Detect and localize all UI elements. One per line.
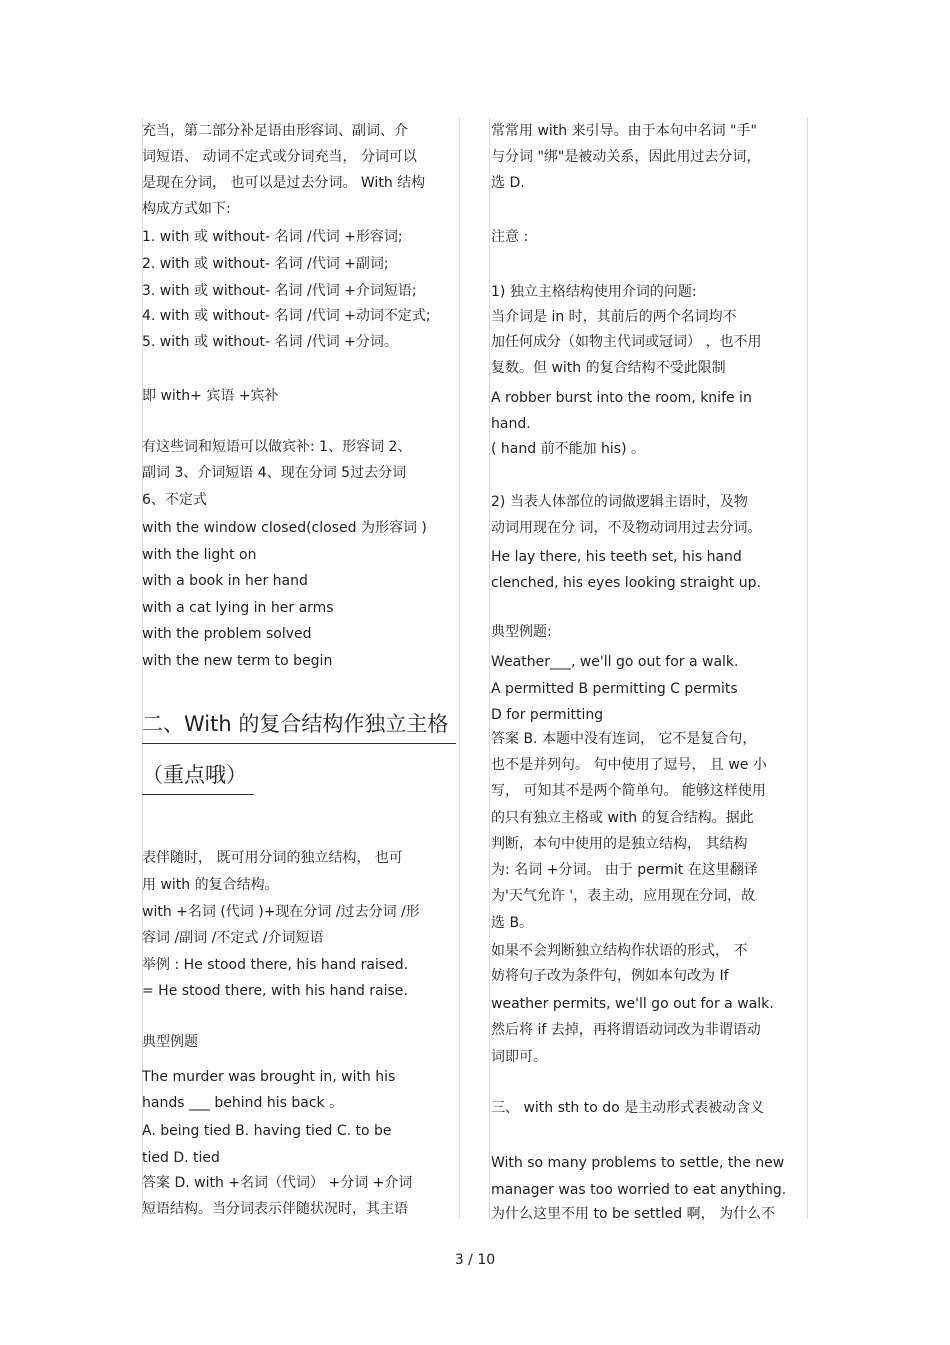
text-line: 2. with 或 without- 名词 /代词 +副词; [142,256,389,272]
text-line: with +名词 (代词 )+现在分词 /过去分词 /形 [142,904,420,920]
text-line: 加任何成分（如物主代词或冠词） ，也不用 [491,334,762,350]
text-line: with the problem solved [142,626,312,642]
text-line: A permitted B permitting C permits [491,681,738,697]
text-line: 4. with 或 without- 名词 /代词 +动词不定式; [142,308,431,324]
text-line: 词即可。 [491,1049,547,1065]
text-line: 选 B。 [491,915,534,931]
text-line: 与分词 "绑"是被动关系，因此用过去分词， [491,149,761,165]
text-line: tied D. tied [142,1150,220,1166]
text-line: 写， 可知其不是两个简单句。 能够这样使用 [491,783,766,799]
text-line: 选 D. [491,175,525,191]
text-line: Weather___, we'll go out for a walk. [491,654,739,670]
text-line: 复数。但 with 的复合结构不受此限制 [491,360,726,376]
text-line: weather permits, we'll go out for a walk. [491,996,774,1012]
text-line: 短语结构。当分词表示伴随状况时，其主语 [142,1201,408,1217]
text-line: 表伴随时， 既可用分词的独立结构， 也可 [142,850,403,866]
text-line: 当介词是 in 时，其前后的两个名词均不 [491,309,737,325]
text-line: 如果不会判断独立结构作状语的形式， 不 [491,943,748,959]
text-line: with the new term to begin [142,653,333,669]
text-line: 为什么这里不用 to be settled 啊， 为什么不 [491,1206,776,1222]
text-line: with the light on [142,547,257,563]
text-line: with the window closed(closed 为形容词 ) [142,520,427,536]
text-line: 即 with+ 宾语 +宾补 [142,388,279,404]
text-line: 答案 B. 本题中没有连词， 它不是复合句， [491,731,757,747]
text-line: 有这些词和短语可以做宾补: 1、形容词 2、 [142,439,412,455]
text-line: 三、 with sth to do 是主动形式表被动含义 [491,1100,765,1116]
text-line: 副词 3、介词短语 4、现在分词 5过去分词 [142,465,407,481]
text-line: hands ___ behind his back 。 [142,1095,344,1111]
text-line: 然后将 if 去掉，再将谓语动词改为非谓语动 [491,1022,761,1038]
text-line: 词短语、 动词不定式或分词充当， 分词可以 [142,149,417,165]
text-line: With so many problems to settle, the new [491,1155,785,1171]
text-line: D for permitting [491,707,604,723]
text-line: ( hand 前不能加 his) 。 [491,441,645,457]
text-line: 为'天气允许 '，表主动，应用现在分词，故 [491,888,756,904]
column-rule [459,118,460,1218]
text-line: 动词用现在分 词，不及物动词用过去分词。 [491,520,762,536]
text-line: 答案 D. with +名词（代词） +分词 +介词 [142,1175,413,1191]
text-line: 注意 : [491,229,529,245]
text-line: hand. [491,416,531,432]
text-line: with a cat lying in her arms [142,600,334,616]
right-column [491,118,805,1222]
text-line: 常常用 with 来引导。由于本句中名词 "手" [491,123,757,139]
text-line: 的只有独立主格或 with 的复合结构。据此 [491,810,754,826]
text-line: 6、不定式 [142,492,207,508]
text-line: with a book in her hand [142,573,308,589]
text-line: 充当，第二部分补足语由形容词、副词、介 [142,123,408,139]
text-line: 典型例题: [491,624,552,640]
text-line: 用 with 的复合结构。 [142,877,279,893]
page-number: 3 / 10 [454,1252,496,1268]
text-line: 妨将句子改为条件句，例如本句改为 If [491,968,729,984]
text-line: 5. with 或 without- 名词 /代词 +分词。 [142,334,398,350]
text-line: clenched, his eyes looking straight up. [491,575,761,591]
left-column [142,118,456,1218]
text-line: He lay there, his teeth set, his hand [491,549,742,565]
text-line: 也不是并列句。 句中使用了逗号， 且 we 小 [491,757,767,773]
text-line: 举例 : He stood there, his hand raised. [142,957,409,973]
text-line: manager was too worried to eat anything. [491,1182,787,1198]
column-rule [489,118,490,1218]
text-line: 构成方式如下: [142,201,231,217]
text-line: The murder was brought in, with his [142,1069,396,1085]
text-line: = He stood there, with his hand raise. [142,983,408,999]
text-line: 容词 /副词 /不定式 /介词短语 [142,930,324,946]
text-line: A. being tied B. having tied C. to be [142,1123,392,1139]
text-line: 为: 名词 +分词。 由于 permit 在这里翻译 [491,862,758,878]
text-line: 3. with 或 without- 名词 /代词 +介词短语; [142,283,417,299]
section-heading: （重点哦） [142,760,254,795]
text-line: 是现在分词， 也可以是过去分词。 With 结构 [142,175,426,191]
section-heading: 二、With 的复合结构作独立主格 [142,709,456,744]
text-line: 2) 当表人体部位的词做逻辑主语时，及物 [491,494,748,510]
text-line: A robber burst into the room, knife in [491,390,752,406]
text-line: 典型例题 [142,1034,198,1050]
column-rule [807,118,808,1218]
text-line: 1. with 或 without- 名词 /代词 +形容词; [142,229,403,245]
text-line: 1) 独立主格结构使用介词的问题: [491,284,697,300]
text-line: 判断，本句中使用的是独立结构， 其结构 [491,836,748,852]
